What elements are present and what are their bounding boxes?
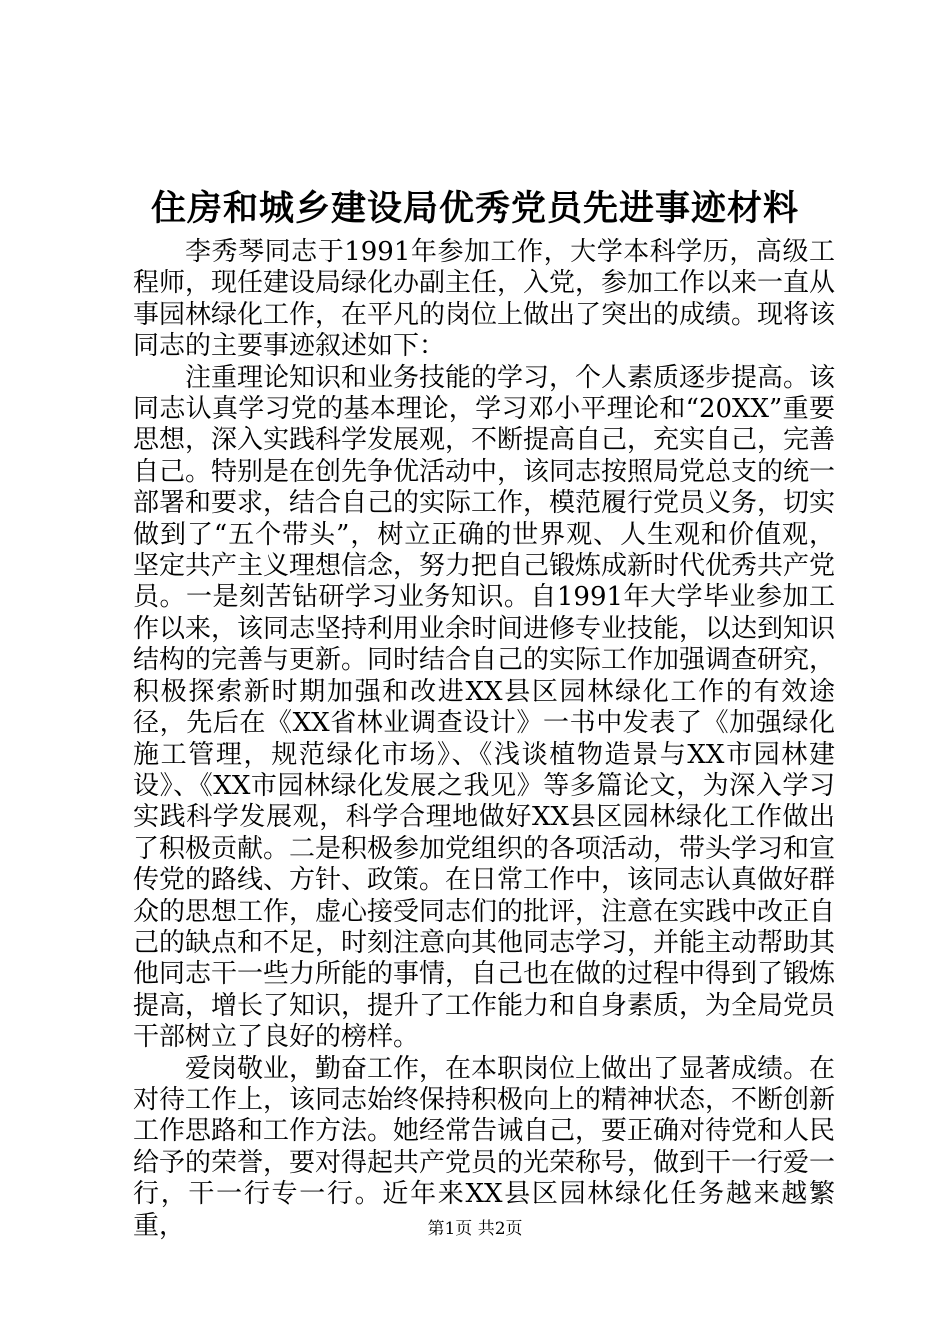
document-title: 住房和城乡建设局优秀党员先进事迹材料 xyxy=(150,189,799,229)
paragraph-work: 爱岗敬业，勤奋工作，在本职岗位上做出了显著成绩。在对待工作上，该同志始终保持积极向上的精神状态，不断创新工作思路和工作方法。她经常告诫自己，要正确对待党和人民给予的荣誉，要对得起共产党员的光荣称号，做到干一行爱一行，干一行专一行。近年来XX县区园林绿化任务越来越繁重， xyxy=(133,1053,836,1241)
document-body xyxy=(133,237,835,1242)
page-footer: 第1页 共2页 xyxy=(427,1219,523,1239)
paragraph-study: 注重理论知识和业务技能的学习，个人素质逐步提高。该同志认真学习党的基本理论，学习邓小平理论和“20XX”重要思想，深入实践科学发展观，不断提高自己，充实自己，完善自己。特别是在创先争优活动中，该同志按照局党总支的统一部署和要求，结合自己的实际工作，模范履行党员义务，切实做到了“五个带头”，树立正确的世界观、人生观和价值观，坚定共产主义理想信念，努力把自己锻炼成新时代优秀共产党员。一是刻苦钻研学习业务知识。自1991年大学毕业参加工作以来，该同志坚持利用业余时间进修专业技能，以达到知识结构的完善与更新。同时结合自己的实际工作加强调查研究，积极探索新时期加强和改进XX县区园林绿化工作的有效途径，先后在《XX省林业调查设计》一书中发表了《加强绿化施工管理，规范绿化市场》、《浅谈植物造景与XX市园林建设》、《XX市园林绿化发展之我见》等多篇论文，为深入学习实践科学发展观，科学合理地做好XX县区园林绿化工作做出了积极贡献。二是积极参加党组织的各项活动，带头学习和宣传党的路线、方针、政策。在日常工作中，该同志认真做好群众的思想工作，虚心接受同志们的批评，注意在实践中改正自己的缺点和不足，时刻注意向其他同志学习，并能主动帮助其他同志干一些力所能的事情，自己也在做的过程中得到了锻炼提高，增长了知识，提升了工作能力和自身素质，为全局党员干部树立了良好的榜样。 xyxy=(133,362,836,1053)
paragraph-intro: 李秀琴同志于1991年参加工作，大学本科学历，高级工程师，现任建设局绿化办副主任，入党，参加工作以来一直从事园林绿化工作，在平凡的岗位上做出了突出的成绩。现将该同志的主要事迹叙述如下： xyxy=(133,237,836,362)
